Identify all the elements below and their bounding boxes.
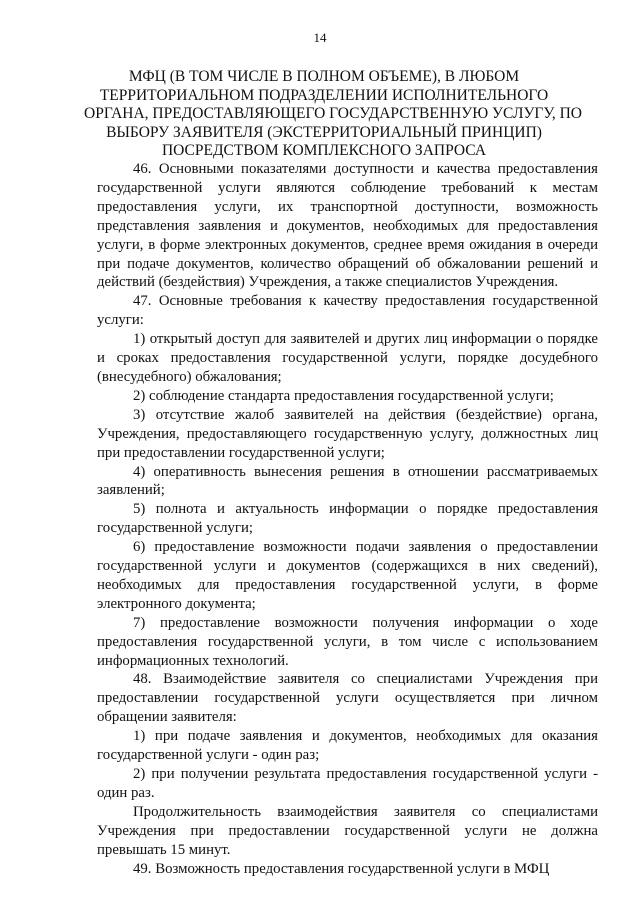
page-number: 14 (313, 30, 327, 45)
heading-line: ПОСРЕДСТВОМ КОМПЛЕКСНОГО ЗАПРОСА (161, 142, 487, 159)
list-item: 4) оперативность вынесения решения в отношении рассматриваемых заявлений; (97, 463, 598, 499)
list-item: 3) отсутствие жалоб заявителей на действия (бездействие) органа, Учреждения, предоставляющего государственную услугу, должностных лиц при предоставлении государственной услуги; (97, 406, 598, 461)
list-item: 5) полнота и актуальность информации о порядке предоставления государственной услуги; (97, 501, 598, 537)
list-item: 6) предоставление возможности подачи заявления о предоставлении государственной услуги и документов (содержащихся в них сведений), необходимых для предоставления государственной услуги, в форме электронного документа; (97, 539, 598, 612)
list-item: 2) при получении результата предоставления государственной услуги - один раз. (97, 766, 598, 801)
paragraph-47: 47. Основные требования к качеству предоставления государственной услуги: (97, 293, 598, 329)
heading-line: ВЫБОРУ ЗАЯВИТЕЛЯ (ЭКСТЕРРИТОРИАЛЬНЫЙ ПРИНЦИП) (106, 123, 542, 141)
paragraph-49: 49. Возможность предоставления государственной услуги в МФЦ (133, 860, 550, 877)
heading-line: ОРГАНА, ПРЕДОСТАВЛЯЮЩЕГО ГОСУДАРСТВЕННУЮ УСЛУГУ, ПО (84, 105, 582, 122)
list-item: 1) открытый доступ для заявителей и других лиц информации о порядке и сроках предоставления государственной услуги, порядке досудебного (внесудебного) обжалования; (97, 331, 598, 385)
list-item: 1) при подаче заявления и документов, необходимых для оказания государственной услуги - один раз; (97, 728, 598, 764)
heading-line: МФЦ (В ТОМ ЧИСЛЕ В ПОЛНОМ ОБЪЕМЕ), В ЛЮБОМ (128, 68, 520, 85)
paragraph-46: 46. Основными показателями доступности и качества предоставления государственной услуги являются соблюдение требований к местам предоставления услуги, их транспортной доступности, возможность представления заявления и документов, необходимых для предоставления услуги, в форме электронных документов, среднее время ожидания в очереди при подаче документов, количество обращений об обжаловании решений и действий (бездействия) Учреждения, а также специалистов Учреждения. (97, 161, 598, 291)
list-item: 2) соблюдение стандарта предоставления государственной услуги; (133, 387, 554, 404)
list-item: 7) предоставление возможности получения информации о ходе предоставления государственной услуги, в том числе с использованием информационных технологий. (97, 614, 598, 669)
duration-paragraph: Продолжительность взаимодействия заявителя со специалистами Учреждения при предоставлении государственной услуги не должна превышать 15 минут. (97, 803, 598, 858)
document-body (97, 160, 598, 878)
section-heading (84, 68, 582, 161)
heading-line: ТЕРРИТОРИАЛЬНОМ ПОДРАЗДЕЛЕНИИ ИСПОЛНИТЕЛЬНОГО (99, 86, 549, 104)
paragraph-48: 48. Взаимодействие заявителя со специалистами Учреждения при предоставлении государственной услуги осуществляется при личном обращении заявителя: (97, 671, 598, 726)
